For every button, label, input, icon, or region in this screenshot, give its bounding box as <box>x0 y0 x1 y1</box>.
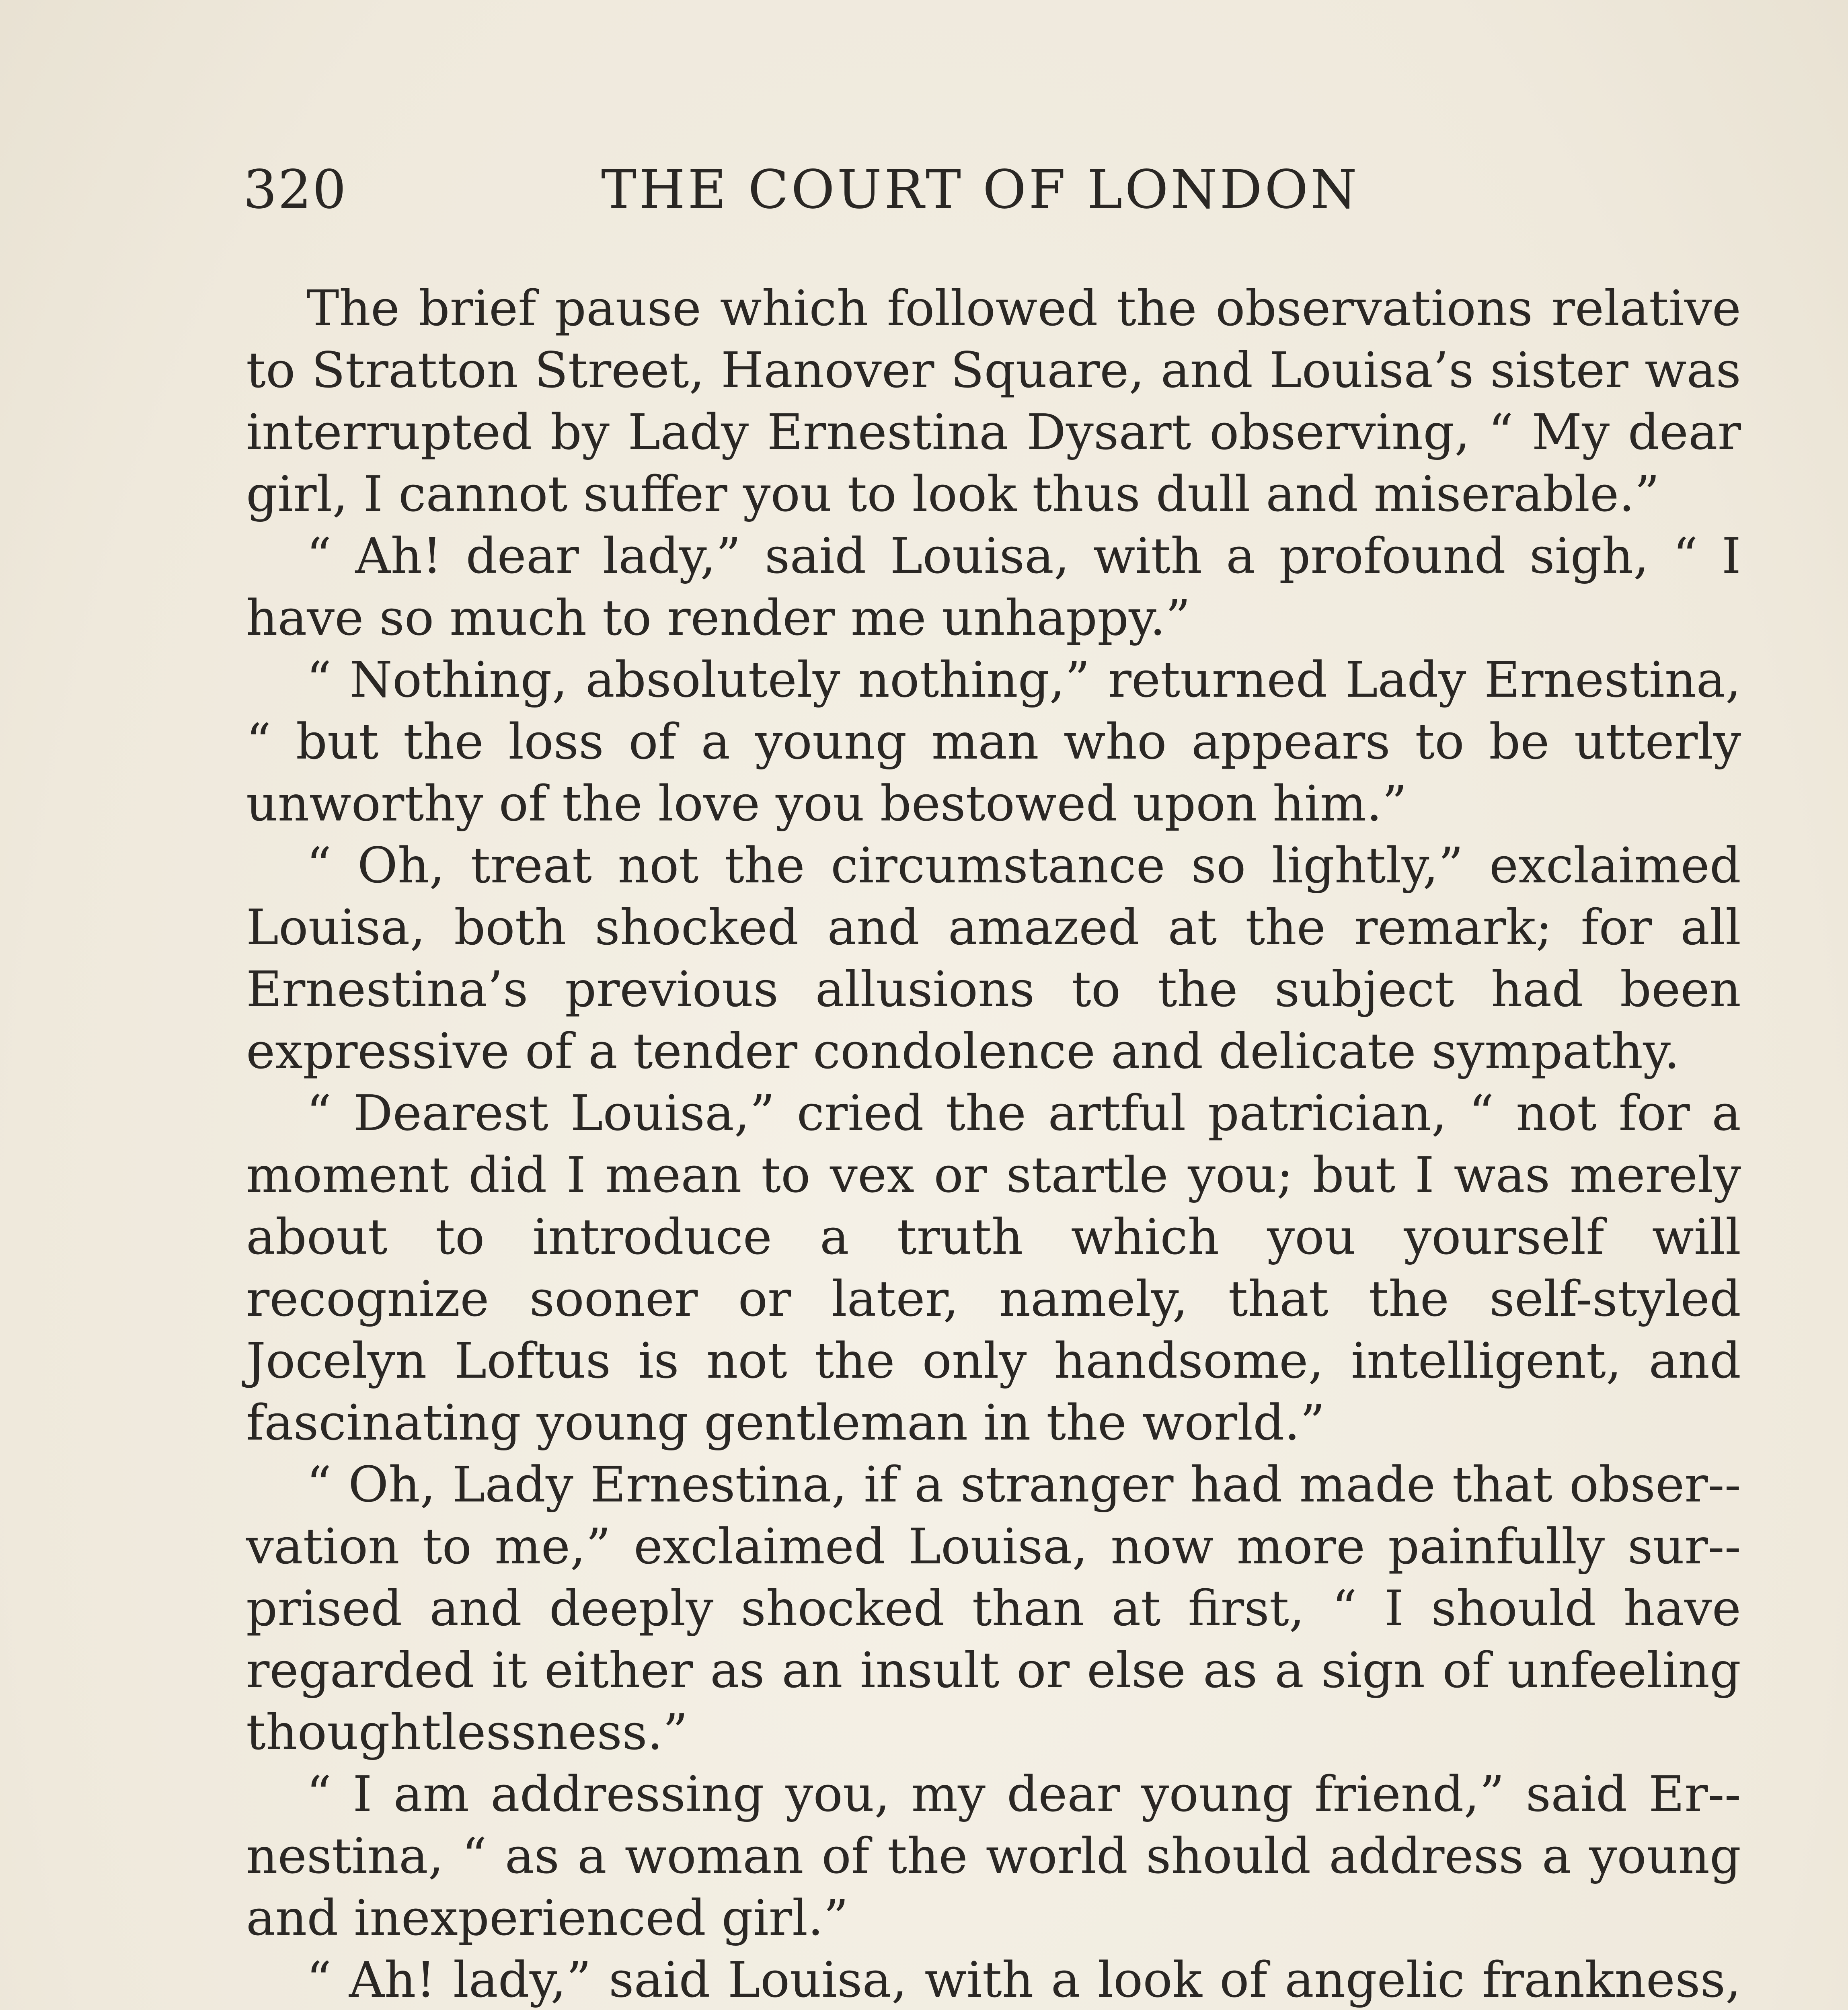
page-number: 320 <box>243 159 347 221</box>
paragraph: “ Nothing, absolutely nothing,” returned Lady Ernestina, “ but the loss of a young man who appears to be utterly unworthy of the love you bestowed upon him.” <box>246 651 1741 832</box>
paragraph: “ Dearest Louisa,” cried the artful patrician, “ not for a moment did I mean to vex or startle you; but I was merely about to introduce a truth which you yourself will recognize sooner or later, namely, that the self-styled Jocelyn Loftus is not the only handsome, intelligent, and fascinating young gentleman in the world.” <box>246 1085 1741 1451</box>
body-text <box>246 277 1741 2010</box>
paragraph: “ Ah! lady,” said Louisa, with a look of angelic frankness, <box>306 1951 1741 2008</box>
running-title: THE COURT OF LONDON <box>601 159 1359 221</box>
paragraph: The brief pause which followed the observations relative to Stratton Street, Hanover Square, and Louisa’s sister was interrupted by Lady Ernestina Dysart observing, “ My dear girl, I cannot suffer you to look thus dull and miserable.” <box>246 280 1741 523</box>
page-header <box>243 159 1783 239</box>
paragraph: “ Oh, Lady Ernestina, if a stranger had made that obser-vation to me,” exclaimed Louisa, now more painfully sur-prised and deeply shocked than at first, “ I should have regarded it either as an insult or else as a sign of unfeeling thoughtlessness.” <box>246 1456 1741 1761</box>
paragraph: “ Ah! dear lady,” said Louisa, with a profound sigh, “ I have so much to render me unhappy.” <box>246 527 1741 646</box>
paragraph: “ I am addressing you, my dear young friend,” said Er-nestina, “ as a woman of the world should address a young and inexperienced girl.” <box>246 1766 1741 1946</box>
paragraph: “ Oh, treat not the circumstance so lightly,” exclaimed Louisa, both shocked and amazed at the remark; for all Ernestina’s previous allusions to the subject had been expressive of a tender condolence and delicate sympathy. <box>246 837 1741 1080</box>
